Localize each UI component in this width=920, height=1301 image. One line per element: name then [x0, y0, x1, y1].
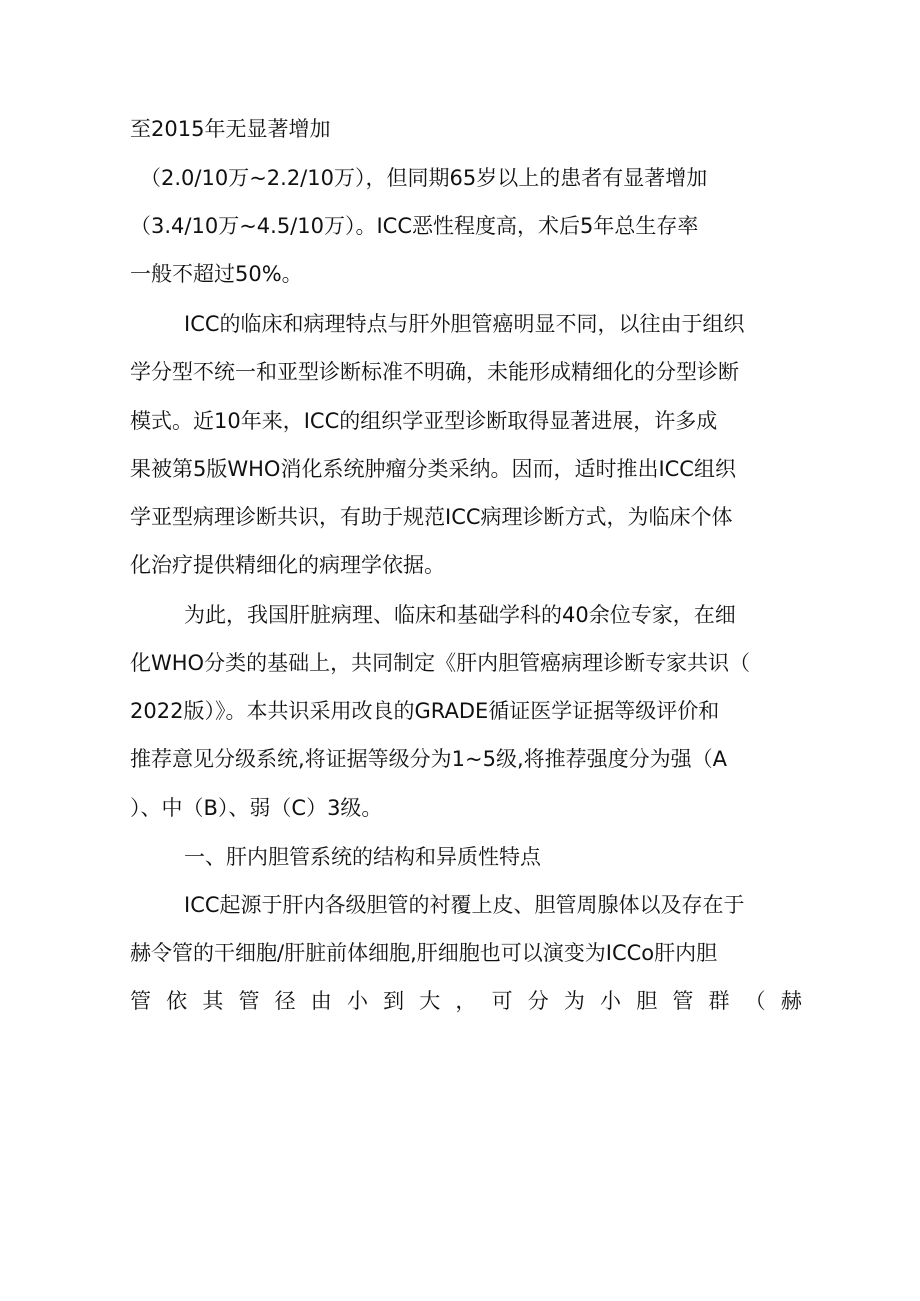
justified-char: ， [455, 989, 477, 1013]
text-line: 赫令管的干细胞/肝脏前体细胞,肝细胞也可以演变为ICCo肝内胆 [130, 941, 718, 965]
justified-char: 胆 [636, 989, 658, 1013]
justified-char: 小 [346, 989, 368, 1013]
justified-char: 大 [419, 989, 441, 1013]
text-line: ICC起源于肝内各级胆管的衬覆上皮、胆管周腺体以及存在于 [184, 893, 745, 917]
text-line: 化治疗提供精细化的病理学依据。 [130, 553, 445, 577]
justified-char: 为 [563, 989, 585, 1013]
text-line: 模式。近10年来，ICC的组织学亚型诊断取得显著进展，许多成 [130, 409, 718, 433]
justified-char: 群 [708, 989, 730, 1013]
justified-char: 其 [202, 989, 224, 1013]
text-line: 2022版）》。本共识采用改良的GRADE循证医学证据等级评价和 [130, 699, 720, 723]
text-line: 果被第5版WHO消化系统肿瘤分类采纳。因而，适时推出ICC组织 [130, 457, 736, 481]
justified-char: 由 [310, 989, 332, 1013]
text-line: 一般不超过50%。 [130, 262, 303, 286]
section-heading: 一、肝内胆管系统的结构和异质性特点 [184, 845, 541, 869]
justified-char: 赫 [780, 989, 802, 1013]
text-line: 学亚型病理诊断共识，有助于规范ICC病理诊断方式，为临床个体 [130, 505, 733, 529]
text-line: ICC的临床和病理特点与肝外胆管癌明显不同，以往由于组织 [184, 312, 745, 336]
text-line: （2.0/10万~2.2/10万），但同期65岁以上的患者有显著增加 [140, 166, 708, 190]
justified-char: （ [744, 989, 766, 1013]
justified-char: 分 [527, 989, 549, 1013]
justified-char: 小 [600, 989, 622, 1013]
justified-char: 管 [238, 989, 260, 1013]
text-line: 推荐意见分级系统,将证据等级分为1~5级,将推荐强度分为强（A [130, 747, 728, 771]
justified-char: 管 [672, 989, 694, 1013]
text-line: 至2015年无显著增加 [130, 117, 331, 141]
justified-char: 可 [491, 989, 513, 1013]
justified-char: 管 [130, 989, 151, 1013]
text-line: 化WHO分类的基础上，共同制定《肝内胆管癌病理诊断专家共识（ [130, 651, 751, 675]
text-line: 学分型不统一和亚型诊断标准不明确，未能形成精细化的分型诊断 [130, 360, 739, 384]
text-line: 为此，我国肝脏病理、临床和基础学科的40余位专家，在细 [184, 603, 736, 627]
justified-char: 到 [383, 989, 405, 1013]
justified-text-line [130, 986, 802, 1016]
text-line: （3.4/10万~4.5/10万）。ICC恶性程度高，术后5年总生存率 [130, 214, 699, 238]
justified-char: 依 [166, 989, 188, 1013]
text-line: ）、中（B）、弱（C）3级。 [130, 796, 383, 820]
justified-char: 径 [274, 989, 296, 1013]
